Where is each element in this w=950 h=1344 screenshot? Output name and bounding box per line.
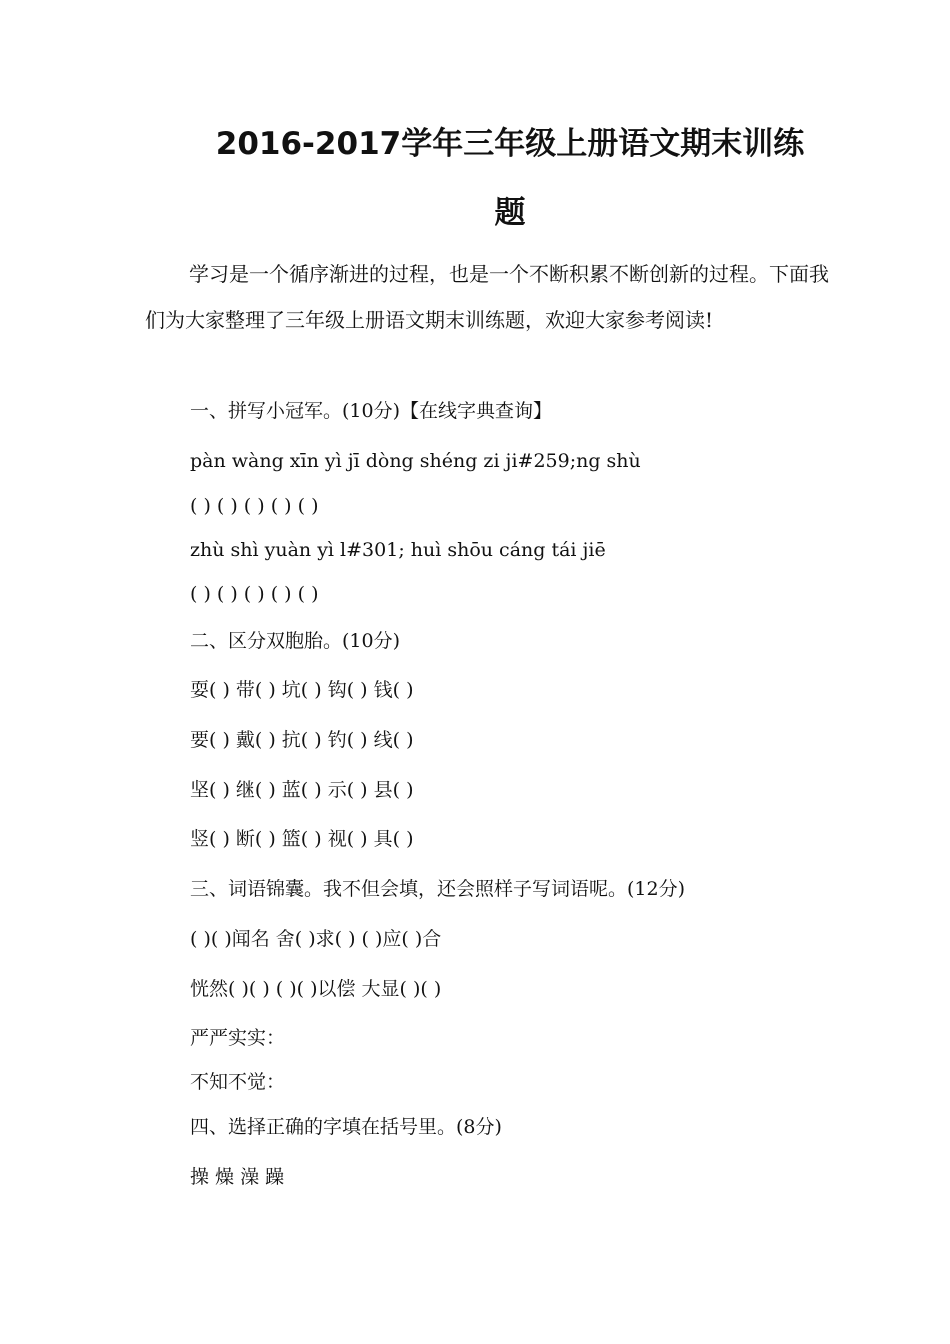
char-choice-row: 操 燥 澡 躁: [190, 1166, 285, 1188]
char-pair-row-1: 耍( ) 带( ) 坑( ) 钩( ) 钱( ): [190, 679, 414, 701]
pinyin-row-2: zhù shì yuàn yì l#301; huì shōu cáng tái jiē: [190, 539, 606, 561]
char-pair-row-2: 要( ) 戴( ) 抗( ) 钓( ) 线( ): [190, 729, 414, 751]
example-word-2: 不知不觉：: [190, 1071, 286, 1093]
document-title-line-2: 题: [494, 195, 526, 231]
document-title-line-1: 2016-2017学年三年级上册语文期末训练: [215, 126, 805, 162]
answer-blanks-row-1: ( ) ( ) ( ) ( ) ( ): [190, 495, 319, 517]
section-4-heading: 四、选择正确的字填在括号里。(8分): [190, 1116, 502, 1138]
char-pair-row-4: 竖( ) 断( ) 篮( ) 视( ) 具( ): [190, 828, 414, 850]
idiom-row-1: ( )( )闻名 舍( )求( ) ( )应( )合: [190, 928, 442, 950]
intro-paragraph: 学习是一个循序渐进的过程，也是一个不断积累不断创新的过程。下面我们为大家整理了三年级上册语文期末训练题，欢迎大家参考阅读!: [145, 262, 829, 332]
idiom-row-2: 恍然( )( ) ( )( )以偿 大显( )( ): [190, 978, 442, 1000]
section-1-heading: 一、拼写小冠军。(10分)【在线字典查询】: [190, 400, 553, 422]
answer-blanks-row-2: ( ) ( ) ( ) ( ) ( ): [190, 583, 319, 605]
pinyin-row-1: pàn wàng xīn yì jī dòng shéng zi ji#259;ng shù: [190, 450, 641, 472]
section-2-heading: 二、区分双胞胎。(10分): [190, 630, 401, 652]
example-word-1: 严严实实：: [190, 1027, 286, 1049]
section-3-heading: 三、词语锦囊。我不但会填，还会照样子写词语呢。(12分): [190, 878, 686, 900]
char-pair-row-3: 坚( ) 继( ) 蓝( ) 示( ) 县( ): [190, 779, 414, 801]
